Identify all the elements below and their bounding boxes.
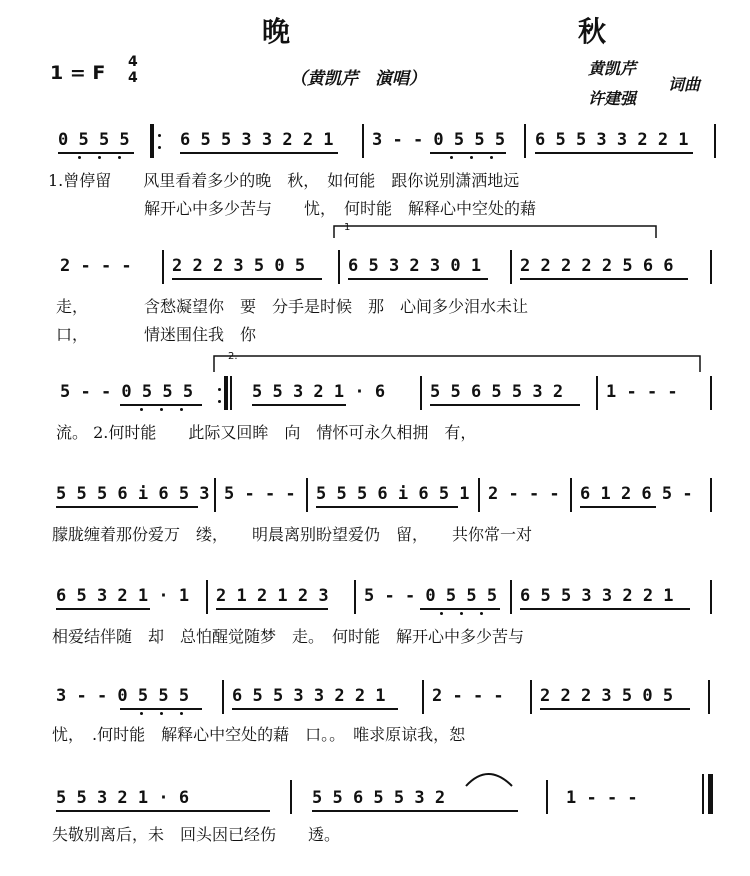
volta-label: 1	[344, 222, 351, 233]
measure: 5 5 5 6 i 6 5 3	[56, 484, 210, 504]
measure: 5 5 6 5 5 3 2	[430, 382, 564, 402]
lyric-line: 失敬别离后，未 回头因已经伤 透。	[52, 825, 341, 844]
measure: 1 - - -	[566, 788, 638, 808]
measure: 5 5 3 2 1 · 6	[252, 382, 386, 402]
lyric-line: 流。 2.何时能 此际又回眸 向 情怀可永久相拥 有，	[56, 423, 477, 442]
time-signature-bottom: 4	[128, 70, 138, 86]
measure: 0 5 5 5	[58, 130, 130, 150]
measure: 2 - - -	[432, 686, 504, 706]
credit-role: 词曲	[668, 75, 701, 94]
measure: 5 5 3 2 1 · 6	[56, 788, 190, 808]
measure: 5 - - 0 5 5 5	[60, 382, 194, 402]
lyric-line: 忧， .何时能 解释心中空处的藉 口。。 唯求原谅我，恕	[52, 725, 466, 744]
measure: 5 5 6 5 5 3 2	[312, 788, 446, 808]
volta-label: 2.	[228, 351, 238, 362]
lyric-line: 口， 情迷围住我 你	[56, 325, 257, 344]
measure: 6 1 2 6 5 -	[580, 484, 693, 504]
volta-bracket-1	[334, 226, 656, 238]
measure: 6 5 5 3 3 2 2 1	[520, 586, 674, 606]
measure: 5 - - -	[224, 484, 296, 504]
measure: 5 - - 0 5 5 5	[364, 586, 498, 606]
measure: 2 - - -	[60, 256, 132, 276]
lyric-line: 朦胧缠着那份爱万 缕， 明晨离别盼望爱仍 留， 共你常一对	[52, 525, 533, 544]
measure: 6 5 3 2 3 0 1	[348, 256, 482, 276]
measure: 5 5 5 6 i 6 5 1	[316, 484, 470, 504]
lyric-line: 解开心中多少苦与 忧， 何时能 解释心中空处的藉	[48, 199, 537, 218]
key-signature: 1 = F	[50, 62, 106, 84]
volta-bracket-2	[214, 356, 700, 372]
lyric-line: 走， 含愁凝望你 要 分手是时候 那 心间多少泪水未让	[56, 297, 529, 316]
measure: 6 5 5 3 3 2 2 1	[180, 130, 334, 150]
singer-note: （黄凯芹 演唱）	[290, 69, 426, 89]
measure: 1 - - -	[606, 382, 678, 402]
tie-arc	[466, 774, 512, 786]
measure: 2 2 2 2 2 5 6 6	[520, 256, 674, 276]
measure: 3 - - 0 5 5 5	[56, 686, 190, 706]
lyric-line: 相爱结伴随 却 总怕醒觉随梦 走。 何时能 解开心中多少苦与	[52, 627, 525, 646]
composer-name: 黄凯芹	[588, 59, 637, 78]
time-signature-top: 4	[128, 54, 138, 70]
measure: 6 5 5 3 3 2 2 1	[535, 130, 689, 150]
measure: 3 - - 0 5 5 5	[372, 130, 506, 150]
measure: 2 1 2 1 2 3	[216, 586, 329, 606]
measure: 2 2 2 3 5 0 5	[540, 686, 674, 706]
measure: 6 5 5 3 3 2 2 1	[232, 686, 386, 706]
song-title: 晚 秋	[262, 15, 737, 48]
lyric-line: 1.曾停留 风里看着多少的晚 秋， 如何能 跟你说别潇洒地远	[48, 171, 520, 190]
measure: 2 2 2 3 5 0 5	[172, 256, 306, 276]
measure: 2 - - -	[488, 484, 560, 504]
measure: 6 5 3 2 1 · 1	[56, 586, 190, 606]
composer-name: 许建强	[588, 89, 637, 108]
